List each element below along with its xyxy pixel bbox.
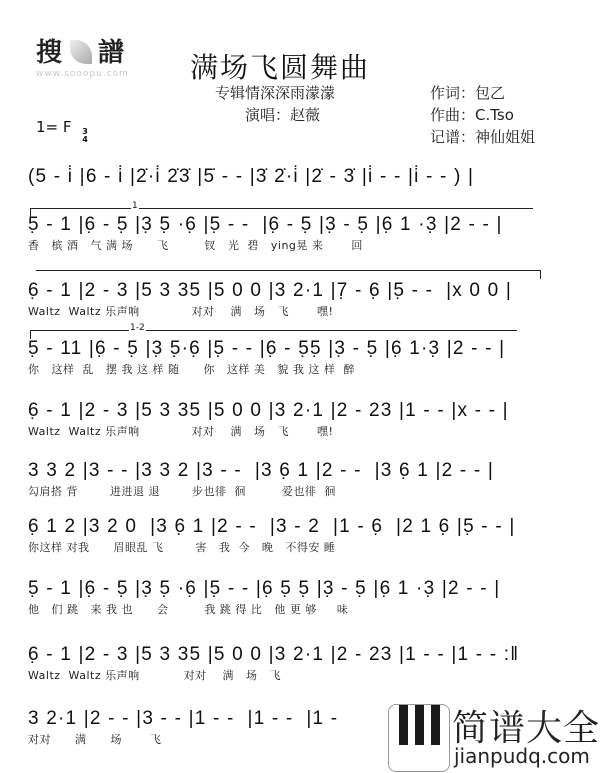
notation: 5̣ - 11 |6̣ - 5̣ |3̣ 5̣·6̣ |5̣ - - |6̣ - 5̣5̣ |3̣ - 5̣ |6̣ 1·3̣ |2 - - | [28,338,506,359]
singer-text: 演唱：赵薇 [245,106,321,124]
score-line-8 [28,576,548,618]
notation: 5̣ - 1 |6̣ - 5̣ |3̣ 5̣ ·6̣ |5̣ - - |6̣ 5̣ 5̣ |3̣ - 5̣ |6̣ 1 ·3̣ |2 - - | [28,578,501,599]
score-line-9 [28,642,548,684]
notation: 6̣ 1 2 |3 2 0 |3 6̣ 1 |2 - - |3 - 2 |1 - 6̣ |2 1 6̣ |5̣ - - | [28,516,516,537]
score-line-3 [28,278,548,320]
notation: 5̣ - 1 |6̣ - 5̣ |3̣ 5̣ ·6̣ |5̣ - - |6̣ - 5̣ |3̣ - 5̣ |6̣ 1 ·3̣ |2 - - | [28,214,503,235]
composer-text: 作曲：C.Tso [430,106,514,124]
score-line-4 [28,336,548,378]
lyricist-text: 作词：包乙 [430,84,506,102]
score-line-7 [28,514,548,556]
lyrics: 勾肩搭 背 进进退 退 步也徘 徊 爱也徘 徊 [28,485,336,498]
watermark-cn: 简谱大全 [452,708,601,749]
volta-bracket-1: 1 [30,208,533,217]
lyrics: 你 这样 乱 摆 我 这 样 随 你 这样 美 貌 我 这 样 醉 [28,363,355,376]
lyrics: 香 槟 酒 气 满 场 飞 钗 光 碧 ying晃 来 回 [28,239,363,252]
score-line-6 [28,458,548,500]
sooopu-logo [36,32,129,79]
notation: 6̣ - 1 |2 - 3 |5 3 35 |5 0 0 |3 2·1 |2 - 23 |1 - - |1 - - :‖ [28,644,520,665]
lyrics: Waltz Waltz 乐声响 对对 满 场 飞 嘿! [28,425,334,438]
notation: 6̣ - 1 |2 - 3 |5 3 35 |5 0 0 |3 2·1 |7̣ - 6̣ |5̣ - - |x 0 0 | [28,280,513,301]
leaf-icon [70,40,92,64]
volta-bracket-1-2: 1-2 [30,330,517,339]
key-text: 1= F [36,118,72,136]
key-signature [36,118,88,144]
logo-url: www.sooopu.com [36,69,129,79]
album-text: 专辑情深深雨濛濛 [215,84,336,102]
lyrics: Waltz Waltz 乐声响 对对 满 场 飞 [28,669,282,682]
lyrics: 你这样 对我 眉眼乱 飞 害 我 今 晚 不得安 睡 [28,541,336,554]
notation: 3 2·1 |2 - - |3 - - |1 - - |1 - - |1 - [28,708,339,729]
lyrics: 对对 满 场 飞 [28,733,162,746]
lyrics: 他 们 跳 来 我 也 会 我 跳 得 比 他 更 够 味 [28,603,349,616]
transcriber-text: 记谱：神仙姐姐 [430,128,536,146]
time-signature: 3 4 [82,127,88,144]
logo-char-right: 譜 [98,38,127,68]
notation: 3 3 2 |3 - - |3 3 2 |3 - - |3 6̣ 1 |2 - - |3 6̣ 1 |2 - - | [28,460,495,481]
jianpudq-watermark [388,704,607,773]
notation: (5 - i̇ |6 - i̇ |2̇·i̇ 2̇3̇ |5̇ - - |3̇ 2̇·i̇ |2̇ - 3̇ |i̇ - - |i̇ - - ) | [28,166,475,187]
score-line-5 [28,398,548,440]
lyrics: Waltz Waltz 乐声响 对对 满 场 飞 嘿! [28,305,334,318]
watermark-url: jianpudq.com [454,744,590,768]
score-line-1 [28,164,548,190]
logo-char-left: 搜 [36,38,65,68]
song-title: 满场飞圆舞曲 [190,51,371,84]
notation: 6̣ - 1 |2 - 3 |5 3 35 |5 0 0 |3 2·1 |2 - 23 |1 - - |x - - | [28,400,509,421]
piano-keys-icon [388,704,450,772]
score-line-2 [28,212,548,254]
